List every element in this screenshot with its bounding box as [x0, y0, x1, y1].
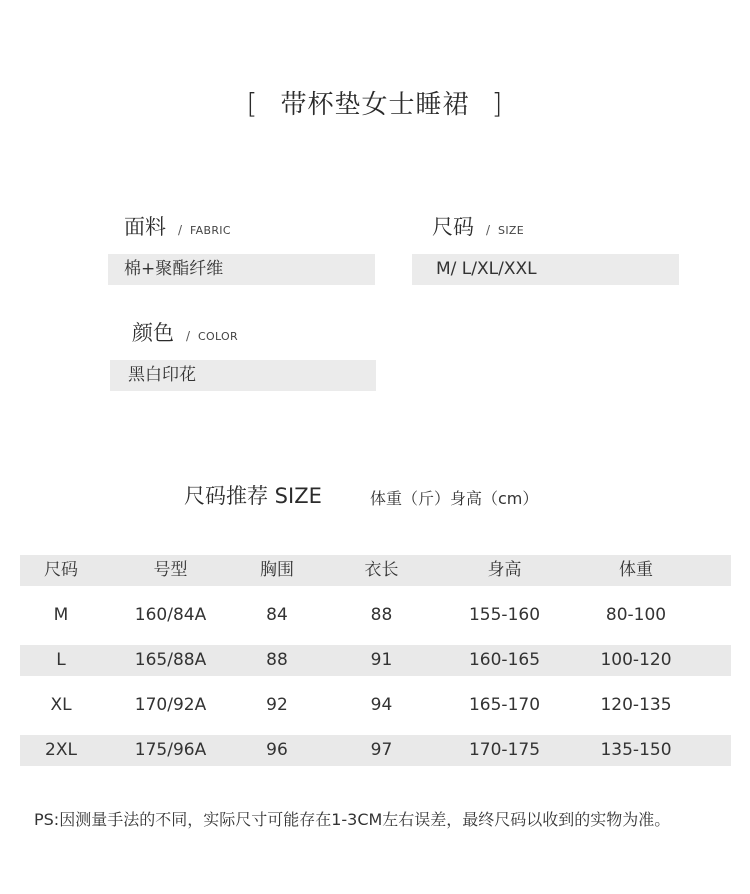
table-cell: 135-150 — [600, 740, 672, 760]
table-header-cell: 体重 — [619, 560, 653, 580]
size-recommendation-units: 体重（斤）身高（cm） — [370, 489, 539, 508]
size-value: M/ L/XL/XXL — [436, 259, 537, 279]
color-separator: / — [186, 329, 191, 343]
table-row — [20, 645, 731, 676]
table-cell: 80-100 — [605, 605, 667, 625]
table-header-cell: 衣长 — [364, 560, 399, 580]
color-value: 黑白印花 — [128, 365, 196, 385]
size-table — [20, 555, 731, 766]
table-cell: 97 — [370, 740, 393, 760]
table-cell: XL — [50, 695, 72, 715]
table-cell: 94 — [370, 695, 393, 715]
table-header-cell: 胸围 — [260, 560, 294, 580]
table-cell: 160-165 — [468, 650, 541, 670]
title-text: 带杯垫女士睡裙 — [280, 90, 470, 120]
table-cell: 160/84A — [134, 605, 207, 625]
color-label: 颜色 — [132, 321, 174, 345]
fabric-label-en: FABRIC — [190, 224, 231, 237]
table-cell: 170/92A — [134, 695, 207, 715]
fabric-separator: / — [178, 223, 183, 237]
color-heading — [132, 317, 238, 347]
table-header-cell: 身高 — [487, 560, 522, 580]
fabric-heading — [124, 211, 231, 241]
title-close-bracket: ] — [491, 87, 504, 120]
color-value-box — [110, 360, 376, 391]
table-cell: 84 — [266, 605, 288, 625]
table-row — [20, 735, 731, 766]
page-title — [0, 84, 750, 124]
table-cell: 170-175 — [468, 740, 541, 760]
table-cell: 96 — [266, 740, 288, 760]
size-label: 尺码 — [432, 215, 474, 239]
size-value-box — [412, 254, 679, 285]
measurement-note: PS:因测量手法的不同，实际尺寸可能存在1-3CM左右误差，最终尺码以收到的实物为准。 — [34, 810, 671, 829]
table-row — [20, 690, 731, 721]
table-cell: 88 — [266, 650, 288, 670]
size-separator: / — [486, 223, 491, 237]
table-header-row — [20, 555, 731, 586]
fabric-value-box — [108, 254, 375, 285]
table-cell: 165/88A — [134, 650, 207, 670]
table-cell: 120-135 — [600, 695, 672, 715]
title-open-bracket: [ — [246, 87, 259, 120]
table-cell: 155-160 — [468, 605, 541, 625]
table-cell: 91 — [370, 650, 393, 670]
color-label-en: COLOR — [198, 330, 238, 343]
table-cell: 92 — [266, 695, 288, 715]
table-row — [20, 600, 731, 631]
table-cell: L — [56, 650, 66, 670]
table-header-cell: 号型 — [153, 560, 188, 580]
fabric-value: 棉+聚酯纤维 — [124, 259, 224, 279]
size-recommendation-title: 尺码推荐 SIZE — [184, 484, 322, 508]
table-cell: M — [53, 605, 69, 625]
table-cell: 88 — [370, 605, 393, 625]
table-cell: 175/96A — [134, 740, 207, 760]
fabric-label: 面料 — [124, 215, 166, 239]
table-cell: 165-170 — [468, 695, 541, 715]
size-heading — [432, 211, 524, 241]
table-cell: 100-120 — [600, 650, 672, 670]
table-cell: 2XL — [45, 740, 77, 760]
table-header-cell: 尺码 — [44, 560, 78, 580]
size-label-en: SIZE — [498, 224, 524, 237]
